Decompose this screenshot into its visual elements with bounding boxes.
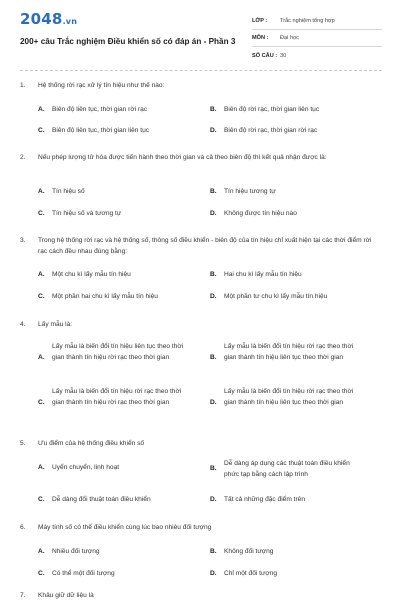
document-title: 200+ câu Trắc nghiệm Điều khiển số có đáp án - Phần 3 [20, 37, 236, 46]
option-text: Tín hiệu tương tự [224, 188, 276, 195]
option-text: Có thể một đối tượng [52, 570, 115, 577]
option-text: Dễ dàng đổi thuật toán điều khiển [52, 496, 151, 503]
option-text: Tín hiệu số và tương tự [52, 210, 122, 217]
option-text: Lấy mẫu là biến đổi tín hiệu rời rạc theo thời gian thành tín hiệu liên tục theo thời gian [224, 388, 354, 406]
option-letter: A. [38, 464, 45, 471]
option-d[interactable] [210, 386, 364, 408]
question-number: 5. [20, 440, 26, 447]
option-b[interactable] [210, 458, 364, 480]
question-number: 4. [20, 321, 26, 328]
option-letter: D. [210, 293, 217, 300]
logo-suffix: .vn [62, 17, 78, 26]
option-d[interactable] [210, 125, 364, 136]
question-number: 7. [20, 592, 26, 599]
option-text: Biên độ liên tục, thời gian liên tục [52, 127, 150, 134]
option-letter: B. [210, 548, 217, 555]
option-letter: B. [210, 354, 217, 361]
question-body: Máy tính số có thể điều khiển cùng lúc bao nhiêu đối tượng [38, 524, 212, 531]
option-d[interactable] [210, 208, 364, 219]
meta-value: 30 [280, 52, 287, 59]
option-text: Nhiều đối tượng [52, 548, 100, 555]
option-b[interactable] [210, 269, 364, 280]
option-text: Uyển chuyển, linh hoạt [52, 464, 120, 471]
meta-label: SỐ CÂU : [252, 52, 278, 59]
meta-label: LỚP : [252, 18, 268, 24]
option-a[interactable] [38, 546, 192, 557]
option-letter: B. [210, 106, 217, 113]
option-text: Tất cả những đặc điểm trên [224, 496, 306, 503]
option-letter: B. [210, 465, 217, 472]
option-text: Lấy mẫu là biến đổi tín hiệu rời rạc theo thời gian thành tín hiệu rời rạc theo thời gian [52, 388, 182, 406]
option-text: Lấy mẫu là biến đổi tín hiệu liên tục theo thời gian thành tín hiệu rời rạc theo thời gian [52, 343, 184, 361]
option-letter: A. [38, 271, 45, 278]
option-letter: A. [38, 106, 45, 113]
option-text: Một phần tư chu kì lấy mẫu tín hiệu [224, 293, 328, 300]
option-text: Một chu kì lấy mẫu tín hiệu [52, 271, 131, 278]
question-number: 1. [20, 82, 26, 89]
question-body: Nếu phép lượng tử hóa được tiến hành theo thời gian và cả theo biên độ thì kết quả nhận được là: [38, 154, 327, 161]
option-a[interactable] [38, 341, 192, 363]
option-c[interactable] [38, 568, 192, 579]
option-letter: C. [38, 399, 45, 406]
question-body: Trong hệ thống rời rạc và hệ thống số, thông số điều khiển - biên độ của tín hiệu chỉ xuất hiện tại các thời điểm rời rạc cách đều nhau đúng bằng: [38, 237, 372, 255]
option-letter: C. [38, 210, 45, 217]
meta-row-count [252, 47, 382, 64]
question-body: Hệ thống rời rạc xử lý tín hiệu như thế nào: [38, 82, 165, 89]
option-text: Không được tín hiệu nào [224, 210, 297, 217]
question-number: 2. [20, 154, 26, 161]
option-letter: D. [210, 210, 217, 217]
meta-value: Trắc nghiệm tổng hợp [280, 18, 335, 24]
option-d[interactable] [210, 568, 364, 579]
option-letter: D. [210, 496, 217, 503]
meta-row-subject [252, 30, 382, 47]
question-number: 6. [20, 524, 26, 531]
option-d[interactable] [210, 291, 364, 302]
option-letter: B. [210, 188, 217, 195]
option-letter: C. [38, 570, 45, 577]
option-text: Không đối tượng [224, 548, 274, 555]
meta-value: Đại học [280, 35, 299, 41]
option-letter: A. [38, 354, 45, 361]
header-divider [20, 70, 382, 71]
option-a[interactable] [38, 186, 192, 197]
question-body: Lấy mẫu là: [38, 321, 73, 328]
option-c[interactable] [38, 208, 192, 219]
option-c[interactable] [38, 291, 192, 302]
option-b[interactable] [210, 186, 364, 197]
option-b[interactable] [210, 546, 364, 557]
option-letter: D. [210, 127, 217, 134]
option-c[interactable] [38, 125, 192, 136]
option-b[interactable] [210, 104, 364, 115]
option-text: Biên độ rời rạc, thời gian rời rạc [224, 127, 318, 134]
option-b[interactable] [210, 341, 364, 363]
option-d[interactable] [210, 494, 364, 505]
option-c[interactable] [38, 386, 192, 408]
option-text: Lấy mẫu là biến đổi tín hiệu rời rạc theo thời gian thành tín hiệu liên tục theo thời gian [224, 343, 354, 361]
option-letter: C. [38, 496, 45, 503]
option-letter: D. [210, 399, 217, 406]
option-text: Biên độ liên tục, thời gian rời rạc [52, 106, 148, 113]
question-number: 3. [20, 237, 26, 244]
option-letter: C. [38, 127, 45, 134]
option-letter: C. [38, 293, 45, 300]
meta-row-class [252, 13, 382, 30]
document-meta [252, 13, 382, 64]
option-letter: B. [210, 271, 217, 278]
site-logo[interactable]: 2048.vn [20, 10, 78, 28]
option-text: Biên độ rời rạc, thời gian liên tục [224, 106, 320, 113]
option-letter: A. [38, 188, 45, 195]
option-letter: A. [38, 548, 45, 555]
option-a[interactable] [38, 104, 192, 115]
option-text: Một phần hai chu kì lấy mẫu tín hiệu [52, 293, 158, 300]
meta-label: MÔN : [252, 35, 269, 41]
option-c[interactable] [38, 494, 192, 505]
option-a[interactable] [38, 269, 192, 280]
document-header [0, 0, 400, 70]
option-a[interactable] [38, 462, 192, 473]
option-letter: D. [210, 570, 217, 577]
question-body: Khâu giữ dữ liệu là [38, 592, 94, 599]
question-body: Ưu điểm của hệ thống điều khiển số [38, 440, 145, 447]
option-text: Dễ dàng áp dụng các thuật toán điều khiển phức tạp bằng cách lập trình [224, 460, 350, 478]
option-text: Tín hiệu số [52, 188, 85, 195]
option-text: Chỉ một đối tượng [224, 570, 278, 577]
option-text: Hai chu kì lấy mẫu tín hiệu [224, 271, 302, 278]
